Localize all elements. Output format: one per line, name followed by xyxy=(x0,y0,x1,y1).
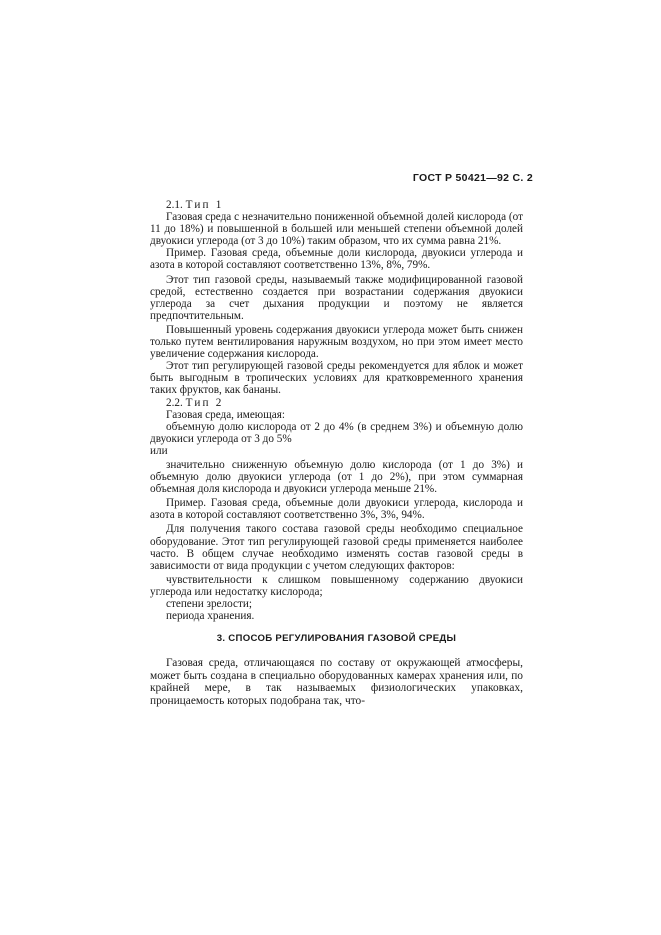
section-2-2-example: Пример. Газовая среда, объемные доли двуокиси углерода, кислорода и азота в которой составляют соответственно 3%, 3%, 94%. xyxy=(150,497,523,522)
section-2-2-equipment: Для получения такого состава газовой среды необходимо специальное оборудование. Этот тип регулирующей газовой среды применяется наиболее часто. В общем случае необходимо изменять состав газовой среды в зависимости от вида продукции с учетом следующих факторов: xyxy=(150,523,523,572)
section-2-1-definition: Газовая среда с незначительно пониженной объемной долей кислорода (от 11 до 18%) и повышенной в большей или меньшей степени объемной долей двуокиси углерода (от 3 до 10%) таким образом, что их сумма равна 21%. xyxy=(150,211,523,248)
standard-header: ГОСТ Р 50421—92 С. 2 xyxy=(412,172,533,184)
section-2-2-factor-3: периода хранения. xyxy=(166,610,255,623)
section-2-2-heading xyxy=(150,397,523,409)
section-2-1-note-2: Повышенный уровень содержания двуокиси углерода может быть снижен только путем вентилирования наружным воздухом, но при этом имеет место увеличение содержания кислорода. xyxy=(150,323,523,361)
section-2-1-number: 2.1. xyxy=(166,199,183,211)
section-2-2-intro: Газовая среда, имеющая: xyxy=(166,408,285,421)
section-2-1-example: Пример. Газовая среда, объемные доли кислорода, двуокиси углерода и азота в которой составляют соответственно 13%, 8%, 79%. xyxy=(150,247,523,272)
section-2-1-note-3: Этот тип регулирующей газовой среды рекомендуется для яблок и может быть выгодным в тропических условиях для кратковременного хранения таких фруктов, как бананы. xyxy=(150,360,523,397)
document-body xyxy=(150,199,523,707)
section-2-1-note-1: Этот тип газовой среды, называемый также модифицированной газовой средой, естественно создается при возрастании содержания двуокиси углерода за счет дыхания продукции и поэтому не является предпочтительным. xyxy=(150,273,523,322)
section-2-1-title: Тип 1 xyxy=(185,199,224,211)
section-2-2-title: Тип 2 xyxy=(185,396,224,409)
section-2-2-option-b: значительно сниженную объемную долю кислорода (от 1 до 3%) и объемную долю двуокиси углерода (от 1 до 2%), при этом суммарная объемная доля кислорода и двуокиси углерода меньше 21%. xyxy=(150,458,523,496)
section-2-2-option-a: объемную долю кислорода от 2 до 4% (в среднем 3%) и объемную долю двуокиси углерода от 3 до 5% xyxy=(150,420,523,445)
section-2-2-factor-1: чувствительности к слишком повышенному содержанию двуокиси углерода или недостатку кислорода; xyxy=(150,573,523,598)
section-3-title: 3. СПОСОБ РЕГУЛИРОВАНИЯ ГАЗОВОЙ СРЕДЫ xyxy=(216,633,457,645)
section-2-2-factor-2: степени зрелости; xyxy=(166,598,252,610)
section-2-2-number: 2.2. xyxy=(166,396,183,409)
section-2-1-heading xyxy=(150,199,523,211)
section-2-2-or: или xyxy=(150,444,168,457)
section-3-paragraph: Газовая среда, отличающаяся по составу от окружающей атмосферы, может быть создана в специально оборудованных камерах хранения или, по крайней мере, в так называемых физиологических упаковках, проницаемость которых подобрана так, что- xyxy=(150,657,523,707)
